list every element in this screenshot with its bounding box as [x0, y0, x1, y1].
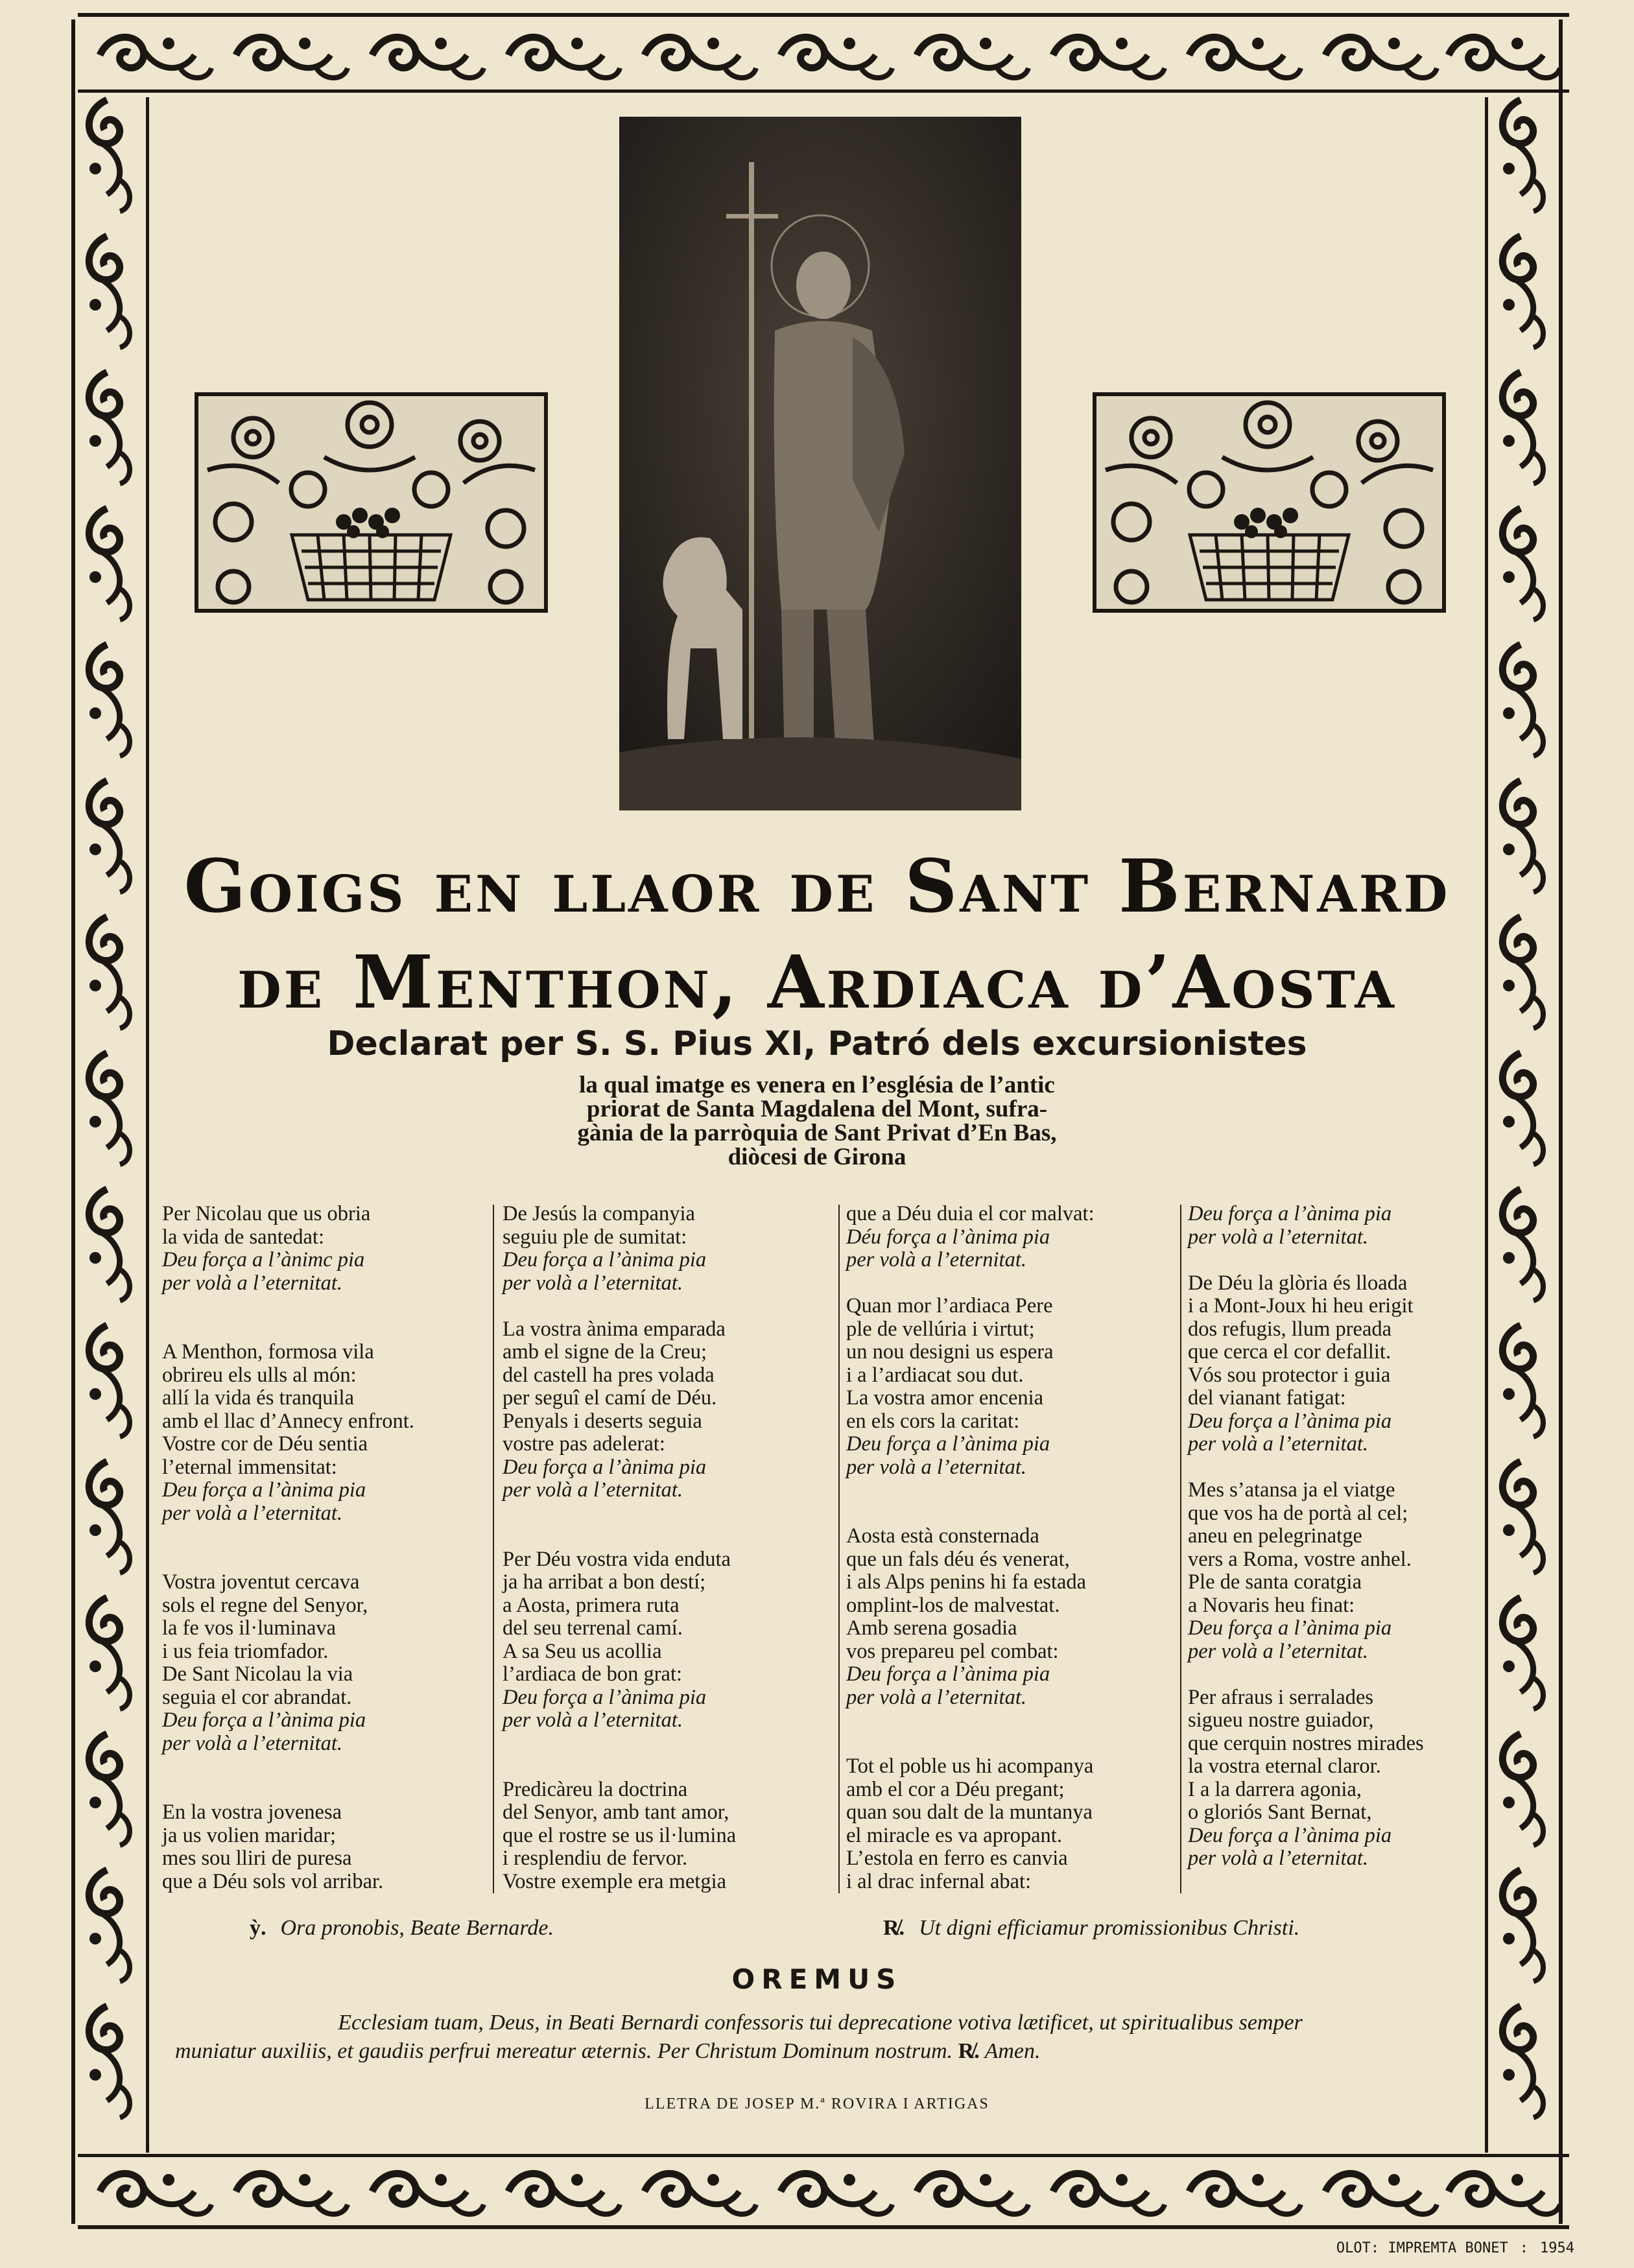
verse-line: seguiu ple de sumitat:: [503, 1225, 687, 1249]
verse-line: i als Alps penins hi fa estada: [846, 1570, 1087, 1594]
stanza-gap: [503, 1295, 840, 1318]
verse-line: Deu força a l’ànima pia: [162, 1478, 366, 1502]
verse-line: seguia el cor abrandat.: [162, 1685, 352, 1709]
verse-line: Deu força a l’ànima pia: [162, 1708, 366, 1732]
flower-basket-icon: [1093, 392, 1446, 613]
verse-column-4: [1188, 1203, 1525, 1871]
verse-line: i us feia triomfador.: [162, 1639, 329, 1663]
verse-line: De Jesús la companyia: [503, 1202, 695, 1225]
verse-line: per volà a l’eternitat.: [846, 1248, 1026, 1271]
intro-line: priorat de Santa Magdalena del Mont, sufra-: [586, 1096, 1048, 1122]
verse-line: la vostra eternal claror.: [1188, 1754, 1381, 1778]
verse-line: Deu força a l’ànima pia: [503, 1685, 707, 1709]
verse-line: A sa Seu us acollia: [503, 1639, 662, 1663]
verse-line: Per afraus i serralades: [1188, 1685, 1374, 1709]
column-divider: [1180, 1205, 1181, 1893]
response-text: Ut digni efficiamur promissionibus Christi.: [919, 1916, 1300, 1940]
verse-line: Déu força a l’ànima pia: [846, 1225, 1050, 1249]
verse-line: Quan mor l’ardiaca Pere: [846, 1294, 1053, 1317]
verse-line: per volà a l’eternitat.: [1188, 1432, 1368, 1456]
stanza-gap: [503, 1732, 840, 1756]
verse-line: per volà a l’eternitat.: [503, 1478, 683, 1502]
verse-column-3: [846, 1203, 1183, 1893]
intro-paragraph: [454, 1073, 1180, 1169]
verse-line: Amb serena gosadia: [846, 1616, 1017, 1640]
verse-line: amb el llac d’Annecy enfront.: [162, 1409, 414, 1433]
verse-line: Deu força a l’ànima pia: [846, 1662, 1050, 1686]
verse-line: Deu força a l’ànima pia: [503, 1455, 707, 1479]
verse-line: Mes s’atansa ja el viatge: [1188, 1478, 1395, 1502]
column-divider: [838, 1205, 840, 1893]
verse-line: o gloriós Sant Bernat,: [1188, 1801, 1372, 1824]
intro-line: diòcesi de Girona: [728, 1144, 906, 1170]
verse-line: De Sant Nicolau la via: [162, 1662, 353, 1686]
verse-line: en els cors la caritat:: [846, 1409, 1020, 1433]
border-right: [1485, 19, 1563, 2224]
response-mark: R̸.: [958, 2039, 980, 2063]
verse-line: amb el cor a Déu pregant;: [846, 1777, 1065, 1801]
verse-line: per volà a l’eternitat.: [162, 1731, 342, 1755]
stanza-gap: [162, 1778, 499, 1802]
stanza-gap: [1188, 1456, 1525, 1480]
response: [883, 1916, 1299, 1941]
stanza-gap: [162, 1755, 499, 1778]
stanza-gap: [846, 1732, 1183, 1756]
verse-line: Vós sou protector i guia: [1188, 1363, 1391, 1387]
verse-line: per volà a l’eternitat.: [503, 1271, 683, 1295]
verse-line: ja us volien maridar;: [162, 1823, 337, 1847]
printer-year: 1954: [1540, 2240, 1574, 2256]
stanza-gap: [846, 1479, 1183, 1502]
prayer-line-2: [175, 2037, 1465, 2066]
verse-line: que vos ha de portà al cel;: [1188, 1501, 1408, 1525]
verse-line: Deu força a l’ànima pia: [1188, 1202, 1392, 1225]
flower-basket-left: [195, 392, 548, 613]
prayer-amen: Amen.: [984, 2039, 1041, 2063]
verse-line: a Novaris heu finat:: [1188, 1593, 1355, 1617]
verse-line: del vianant fatigat:: [1188, 1386, 1346, 1410]
verse-line: obrireu els ulls al món:: [162, 1363, 357, 1387]
verse-line: amb el signe de la Creu;: [503, 1340, 707, 1364]
stanza-gap: [846, 1709, 1183, 1732]
flower-basket-right: [1093, 392, 1446, 613]
verse-line: per volà a l’eternitat.: [162, 1501, 342, 1525]
verse-line: De Déu la glòria és lloada: [1188, 1271, 1408, 1295]
saint-bernard-photo: [619, 117, 1021, 810]
verse-line: Tot el poble us hi acompanya: [846, 1754, 1094, 1778]
stanza-gap: [162, 1318, 499, 1341]
lyrics-credit: LLETRA DE JOSEP M.ª ROVIRA I ARTIGAS: [645, 2096, 989, 2112]
verse-line: vers a Roma, vostre anhel.: [1188, 1547, 1412, 1571]
verse-line: per volà a l’eternitat.: [1188, 1225, 1368, 1249]
prayer-line-1: Ecclesiam tuam, Deus, in Beati Bernardi confessoris tui deprecatione votiva lætificet, ut spiritualibus semper: [338, 2011, 1303, 2035]
verse-line: per seguî el camí de Déu.: [503, 1386, 717, 1410]
verse-line: per volà a l’eternitat.: [162, 1271, 342, 1295]
stanza-gap: [503, 1502, 840, 1526]
verse-line: Deu força a l’ànima pia: [846, 1432, 1050, 1456]
prayer: [175, 2009, 1465, 2066]
verse-line: A Menthon, formosa vila: [162, 1340, 374, 1364]
stanza-gap: [503, 1525, 840, 1548]
verse-line: Deu força a l’ànima pia: [1188, 1409, 1392, 1433]
verse-line: que a Déu sols vol arribar.: [162, 1869, 384, 1893]
verse-line: que cerca el cor defallit.: [1188, 1340, 1391, 1364]
verse-line: i a Mont-Joux hi heu erigit: [1188, 1294, 1414, 1317]
verse-line: Per Nicolau que us obria: [162, 1202, 371, 1225]
verse-line: sols el regne del Senyor,: [162, 1593, 368, 1617]
stanza-gap: [846, 1502, 1183, 1526]
verse-line: Vostre exemple era metgia: [503, 1869, 727, 1893]
stanza-gap: [1188, 1249, 1525, 1272]
oremus-heading: OREMUS: [731, 1963, 903, 1995]
versicle-text: Ora pronobis, Beate Bernarde.: [280, 1916, 554, 1940]
stanza-gap: [846, 1272, 1183, 1295]
response-mark: R̸.: [883, 1916, 905, 1940]
verse-line: L’estola en ferro es canvia: [846, 1847, 1068, 1870]
intro-line: la qual imatge es venera en l’església de l’antic: [579, 1072, 1055, 1098]
verse-line: a Aosta, primera ruta: [503, 1593, 680, 1617]
verse-line: Predicàreu la doctrina: [503, 1777, 688, 1801]
verse-line: Ple de santa coratgia: [1188, 1570, 1362, 1594]
verse-line: sigueu nostre guiador,: [1188, 1708, 1374, 1732]
verse-line: i al drac infernal abat:: [846, 1869, 1032, 1893]
verse-line: En la vostra jovenesa: [162, 1801, 342, 1824]
verse-line: Per Déu vostra vida enduta: [503, 1547, 731, 1571]
stanza-gap: [1188, 1663, 1525, 1686]
verse-line: quan sou dalt de la muntanya: [846, 1801, 1093, 1824]
verse-line: dos refugis, llum preada: [1188, 1317, 1392, 1341]
verse-line: per volà a l’eternitat.: [503, 1708, 683, 1732]
verse-line: Deu força a l’ànima pia: [1188, 1823, 1392, 1847]
verse-line: que a Déu duia el cor malvat:: [846, 1202, 1095, 1225]
title-line-1: Goigs en llaor de Sant Bernard: [184, 844, 1450, 929]
verse-line: del seu terrenal camí.: [503, 1616, 683, 1640]
staff-icon: [749, 162, 754, 810]
verse-line: Aosta està consternada: [846, 1524, 1039, 1548]
verse-column-1: [162, 1203, 499, 1893]
verse-line: que el rostre se us il·lumina: [503, 1823, 737, 1847]
verse-line: allí la vida és tranquila: [162, 1386, 355, 1410]
verse-line: i resplendiu de fervor.: [503, 1847, 688, 1870]
verse-line: per volà a l’eternitat.: [1188, 1639, 1368, 1663]
verse-line: omplint-los de malvestat.: [846, 1593, 1060, 1617]
stanza-gap: [162, 1295, 499, 1318]
verse-line: Deu força a l’ànima pia: [503, 1248, 707, 1271]
title-line-2: de Menthon, Ardiaca d’Aosta: [237, 940, 1397, 1025]
verse-line: La vostra amor encenia: [846, 1386, 1044, 1410]
stanza-gap: [162, 1548, 499, 1572]
verse-line: per volà a l’eternitat.: [846, 1455, 1026, 1479]
column-divider: [493, 1205, 494, 1893]
verse-column-2: [503, 1203, 840, 1893]
prayer-line-2-text: muniatur auxiliis, et gaudiis perfrui mereatur æternis. Per Christum Dominum nostrum.: [175, 2039, 953, 2063]
versicle: [250, 1916, 554, 1941]
verse-line: aneu en pelegrinatge: [1188, 1524, 1362, 1548]
verse-line: un nou designi us espera: [846, 1340, 1054, 1364]
printer-name: OLOT: IMPREMTA BONET: [1336, 2240, 1508, 2256]
verse-line: Penyals i deserts seguia: [503, 1409, 702, 1433]
verse-line: La vostra ànima emparada: [503, 1317, 726, 1341]
verse-line: per volà a l’eternitat.: [846, 1685, 1026, 1709]
versicle-mark: ỳ.: [250, 1916, 266, 1940]
flower-basket-icon: [195, 392, 548, 613]
subtitle: Declarat per S. S. Pius XI, Patró dels excursionistes: [327, 1024, 1307, 1063]
verse-line: Deu força a l’ànimc pia: [162, 1248, 365, 1271]
border-bottom: [78, 2154, 1569, 2229]
verse-line: Deu força a l’ànima pia: [1188, 1616, 1392, 1640]
printer-separator: :: [1519, 2240, 1529, 2256]
verse-line: l’ardiaca de bon grat:: [503, 1662, 683, 1686]
verse-line: la fe vos il·luminava: [162, 1616, 337, 1640]
stanza-gap: [503, 1755, 840, 1778]
printer-imprint: [1336, 2240, 1574, 2256]
stanza-gap: [162, 1525, 499, 1548]
verse-line: del castell ha pres volada: [503, 1363, 715, 1387]
verse-line: mes sou lliri de puresa: [162, 1847, 352, 1870]
verse-line: i a l’ardiacat sou dut.: [846, 1363, 1024, 1387]
verse-line: que un fals déu és venerat,: [846, 1547, 1070, 1571]
verse-line: l’eternal immensitat:: [162, 1455, 337, 1479]
verse-line: Vostre cor de Déu sentia: [162, 1432, 368, 1456]
verse-line: vostre pas adelerat:: [503, 1432, 665, 1456]
verse-line: el miracle es va apropant.: [846, 1823, 1062, 1847]
verse-line: ple de vellúria i virtut;: [846, 1317, 1035, 1341]
verse-line: que cerquin nostres mirades: [1188, 1731, 1424, 1755]
verse-line: vos prepareu pel combat:: [846, 1639, 1059, 1663]
border-left: [71, 19, 149, 2224]
verse-line: ja ha arribat a bon destí;: [503, 1570, 706, 1594]
intro-line: gània de la parròquia de Sant Privat d’En Bas,: [577, 1120, 1057, 1146]
verse-line: Vostra joventut cercava: [162, 1570, 360, 1594]
verse-line: I a la darrera agonia,: [1188, 1777, 1362, 1801]
verse-line: la vida de santedat:: [162, 1225, 324, 1249]
verse-line: del Senyor, amb tant amor,: [503, 1801, 729, 1824]
verse-line: per volà a l’eternitat.: [1188, 1847, 1368, 1870]
border-top: [78, 13, 1569, 93]
